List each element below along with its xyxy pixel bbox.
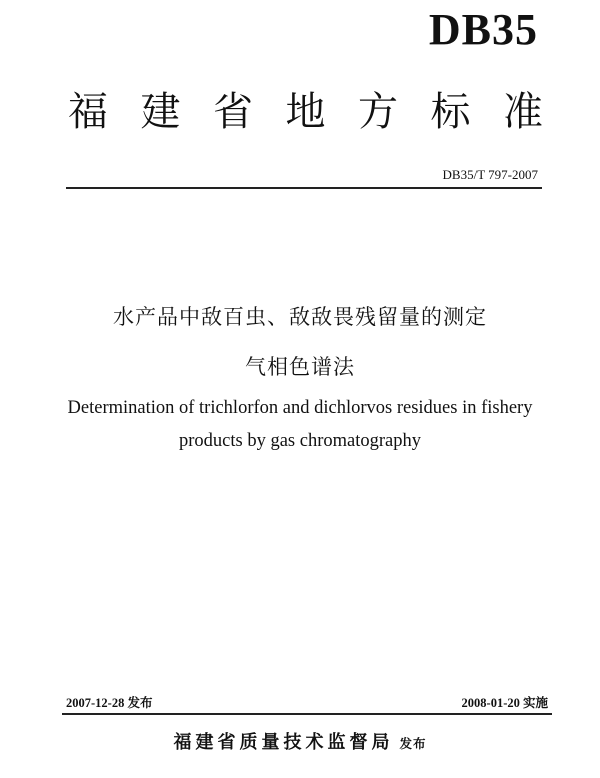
- standard-code-mark: DB35: [428, 5, 538, 54]
- title-char: 准: [503, 89, 543, 135]
- title-char: 地: [285, 89, 326, 135]
- issuing-authority-line: [0, 734, 600, 752]
- title-char: 方: [358, 89, 398, 135]
- english-title-line-2: products by gas chromatography: [179, 431, 421, 451]
- standard-category-title: [68, 89, 543, 135]
- title-char: 标: [430, 89, 471, 135]
- issuing-authority: 福建省质量技术监督局: [173, 732, 394, 753]
- title-char: 省: [213, 89, 253, 135]
- chinese-title-line-1: 水产品中敌百虫、敌敌畏残留量的测定: [113, 305, 487, 329]
- title-char: 福: [68, 89, 108, 135]
- implementation-date: 2008-01-20 实施: [461, 696, 548, 710]
- issue-date: 2007-12-28 发布: [66, 696, 153, 710]
- chinese-title-line-2: 气相色谱法: [245, 355, 355, 379]
- issuing-action: 发布: [399, 736, 427, 751]
- title-char: 建: [140, 89, 181, 135]
- standard-number: DB35/T 797-2007: [442, 167, 538, 182]
- header-divider: [66, 187, 542, 189]
- english-title-line-1: Determination of trichlorfon and dichlorvos residues in fishery: [67, 398, 533, 418]
- footer-divider: [62, 713, 552, 715]
